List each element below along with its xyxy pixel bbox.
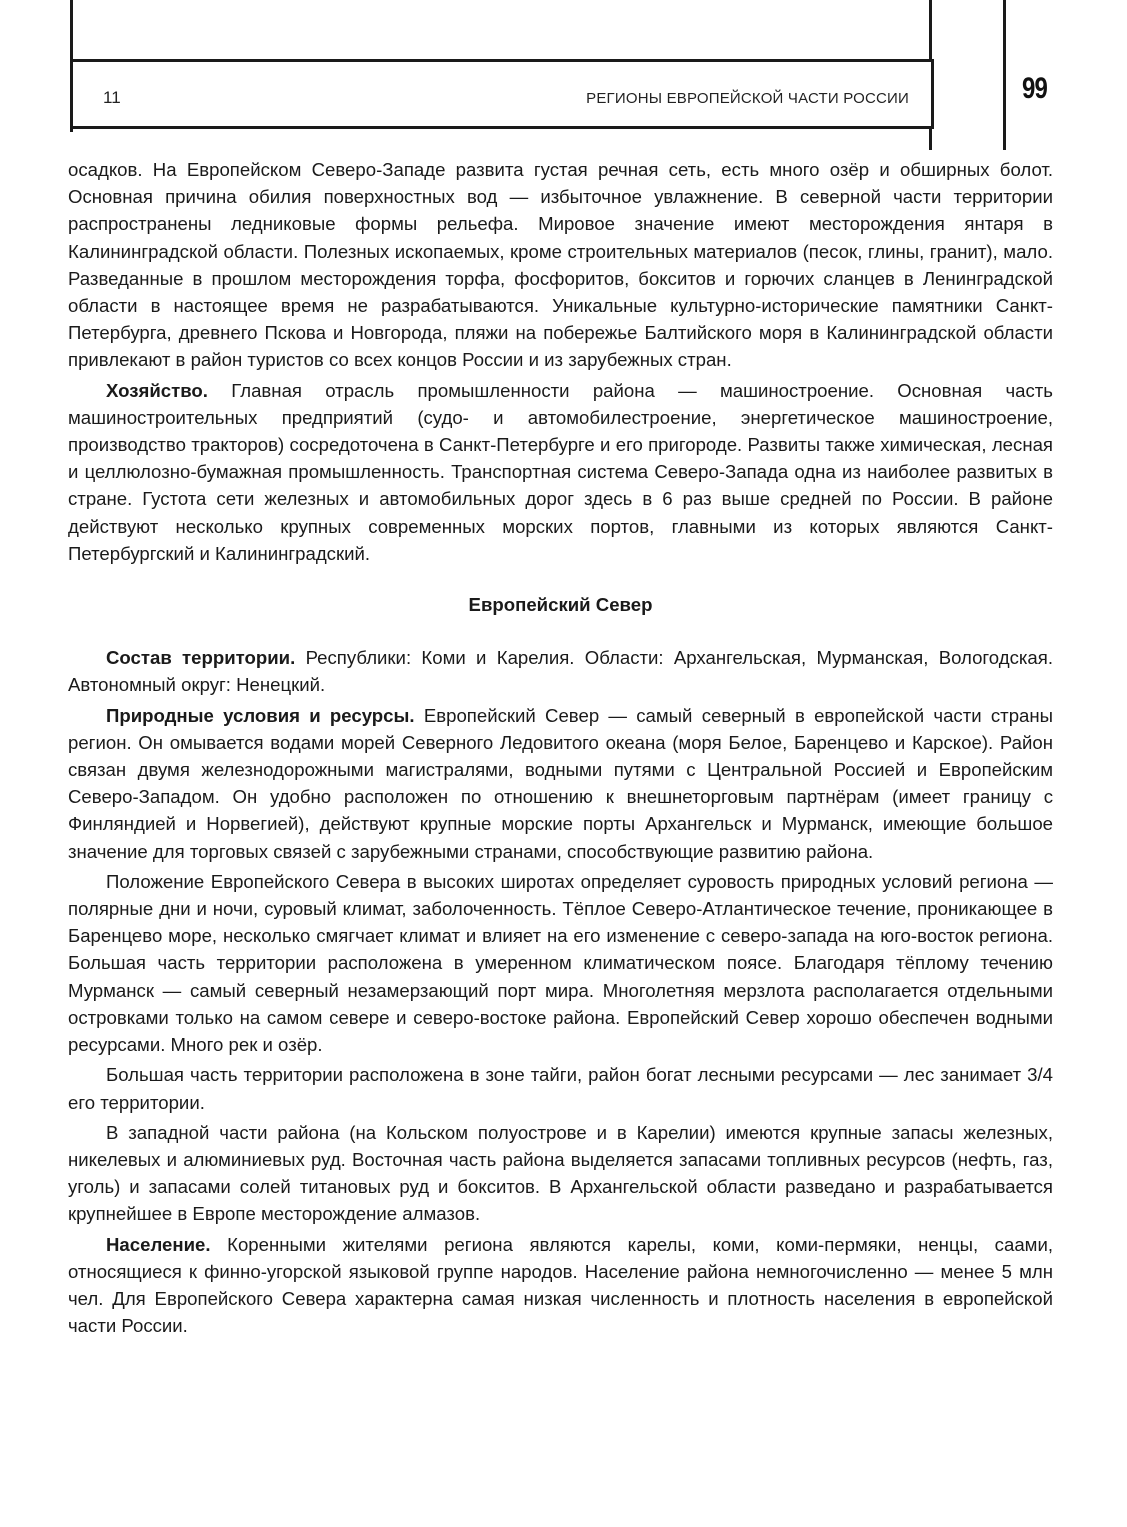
run-in-heading: Население. xyxy=(106,1233,211,1255)
running-title: РЕГИОНЫ ЕВРОПЕЙСКОЙ ЧАСТИ РОССИИ xyxy=(586,90,909,107)
section-title: Европейский Север xyxy=(468,594,653,616)
paragraph-text: Главная отрасль промышленности района — машиностроение. Основная часть машиностроительных предприятий (судо- и автомобилестроение, энергетическое машиностроение, производство тракторов) сосредоточена в Санкт-Петербурге и его пригороде. Развиты также химическая, лесная и целлюлозно-бумажная промышленность. Транспортная система Северо-Запада одна из наиболее развитых в стране. Густота сети железных и автомобильных дорог здесь в 6 раз выше средней по России. В районе действуют несколько крупных современных морских портов, главными из которых являются Санкт-Петербургский и Калининградский. xyxy=(68,379,1053,564)
body-text xyxy=(68,156,1053,1339)
paragraph-composition xyxy=(68,644,1053,698)
paragraph-text: Европейский Север — самый северный в европейской части страны регион. Он омывается водами морей Северного Ледовитого океана (моря Белое, Баренцево и Карское). Район связан двумя железнодорожными магистралями, водными путями с Центральной Россией и Европейским Северо-Западом. Он удобно расположен по отношению к внешнеторговым партнёрам (имеет границу с Финляндией и Норвегией), действуют крупные морские порты Архангельск и Мурманск, имеющие большое значение для торговых связей с зарубежными странами, способствующие развитию района. xyxy=(68,704,1054,862)
run-in-heading: Хозяйство. xyxy=(106,379,208,401)
margin-rule xyxy=(1003,0,1006,150)
page-number: 99 xyxy=(1022,72,1048,105)
run-in-heading: Состав территории. xyxy=(106,647,296,669)
paragraph-natural-conditions xyxy=(68,702,1053,865)
run-in-heading: Природные условия и ресурсы. xyxy=(106,704,415,726)
chapter-number: 11 xyxy=(103,88,121,107)
paragraph-text: Республики: Коми и Карелия. Области: Архангельская, Мурманская, Вологодская. Автономный округ: Ненецкий. xyxy=(68,647,1054,696)
running-header xyxy=(70,59,934,129)
paragraph: Большая часть территории расположена в зоне тайги, район богат лесными ресурсами — лес занимает 3/4 его территории. xyxy=(68,1064,1053,1113)
paragraph-text: Коренными жителями региона являются карелы, коми, коми-пермяки, ненцы, саами, относящиеся к финно-угорской языковой группе народов. Население района немногочисленно — менее 5 млн чел. Для Европейского Севера характерна самая низкая численность и плотность населения в европейской части России. xyxy=(68,1233,1054,1337)
paragraph: В западной части района (на Кольском полуострове и в Карелии) имеются крупные запасы железных, никелевых и алюминиевых руд. Восточная часть района выделяется запасами топливных ресурсов (нефть, газ, уголь) и запасами солей титановых руд и бокситов. В Архангельской области разведано и разрабатывается крупнейшее в Европе месторождение алмазов. xyxy=(68,1121,1053,1225)
paragraph: Положение Европейского Севера в высоких широтах определяет суровость природных условий региона — полярные дни и ночи, суровый климат, заболоченность. Тёплое Северо-Атлантическое течение, проникающее в Баренцево море, несколько смягчает климат и влияет на его изменение с северо-запада на юго-восток региона. Большая часть территории расположена в умеренном климатическом поясе. Благодаря тёплому течению Мурманск — самый северный незамерзающий порт мира. Многолетняя мерзлота располагается отдельными островками только на самом севере и северо-востоке района. Европейский Север хорошо обеспечен водными ресурсами. Много рек и озёр. xyxy=(68,870,1053,1056)
paragraph-population xyxy=(68,1231,1053,1340)
paragraph: осадков. На Европейском Северо-Западе развита густая речная сеть, есть много озёр и обширных болот. Основная причина обилия поверхностных вод — избыточное увлажнение. В северной части территории распространены ледниковые формы рельефа. Мировое значение имеют месторождения янтаря в Калининградской области. Полезных ископаемых, кроме строительных материалов (песок, глины, гранит), мало. Разведанные в прошлом месторождения торфа, фосфоритов, бокситов и горючих сланцев в Ленинградской области в настоящее время не разрабатываются. Уникальные культурно-исторические памятники Санкт-Петербурга, древнего Пскова и Новгорода, пляжи на побережье Балтийского моря в Калининградской области привлекают в район туристов со всех концов России и из зарубежных стран. xyxy=(68,159,1053,371)
paragraph-economy xyxy=(68,377,1053,567)
